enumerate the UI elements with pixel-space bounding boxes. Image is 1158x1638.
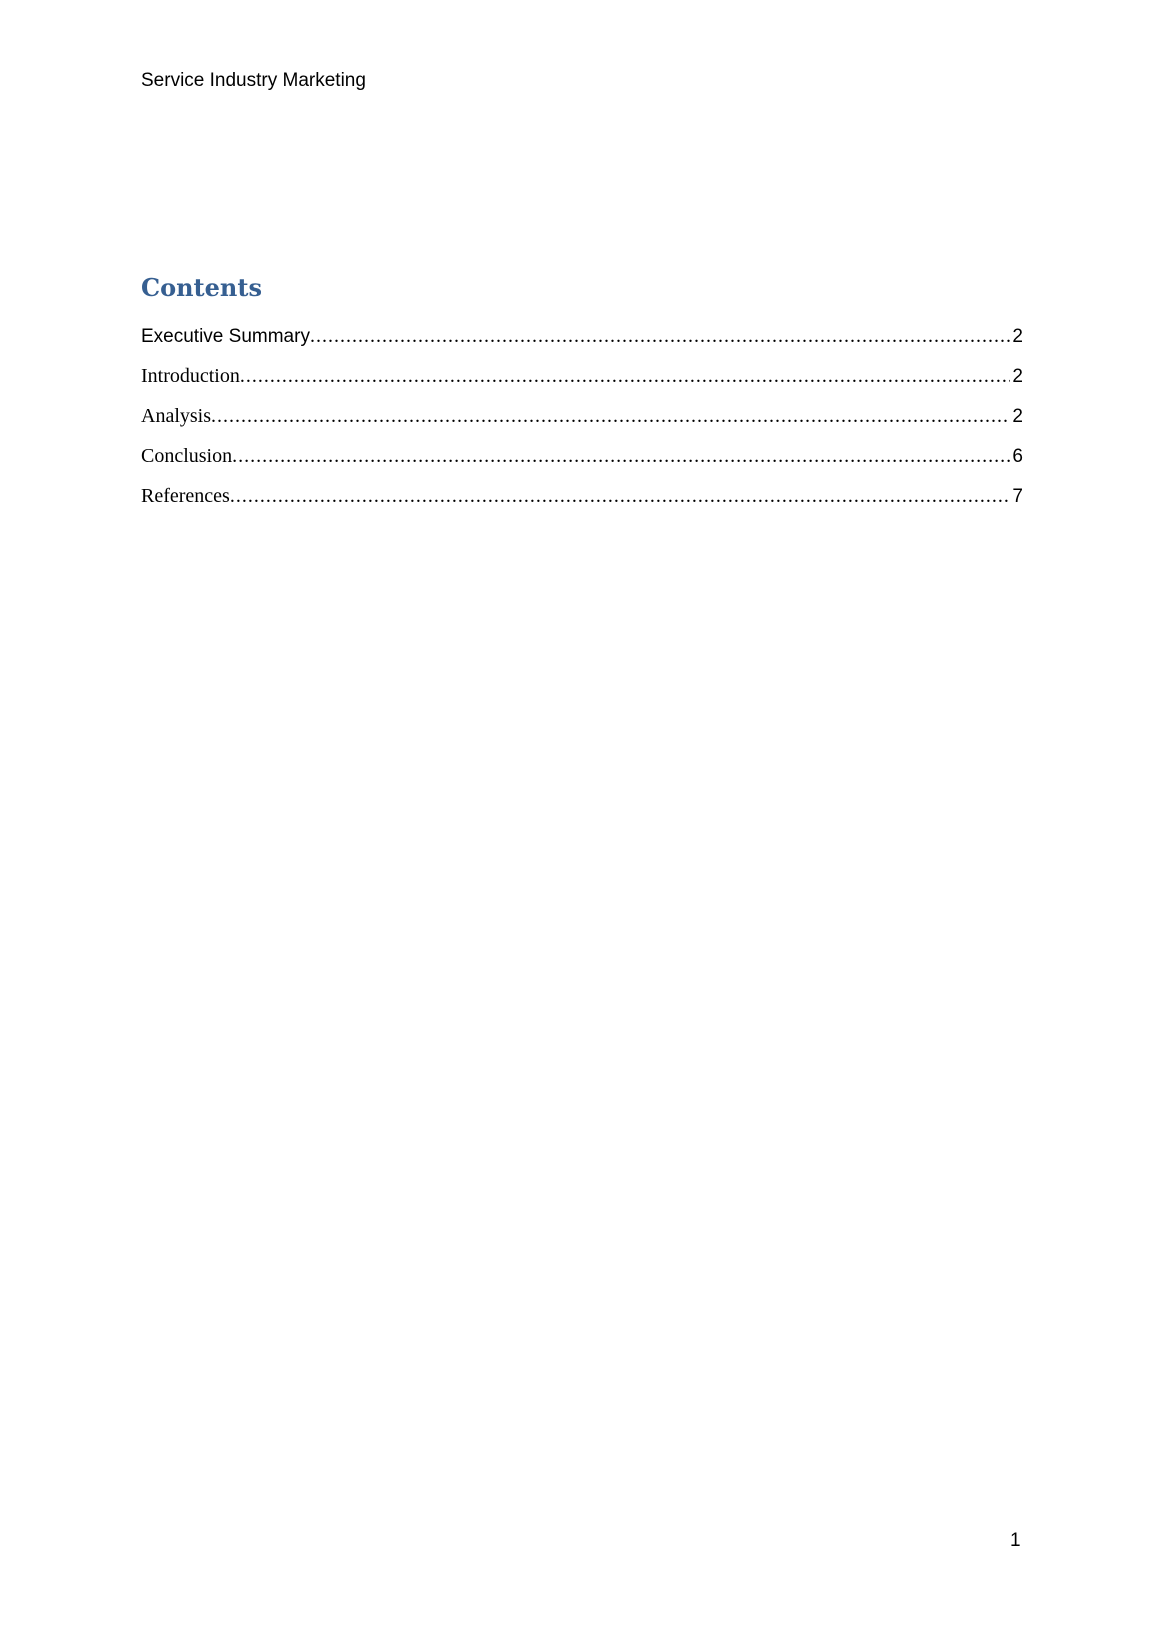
toc-dot-leader (310, 322, 1010, 350)
toc-entry-label: References (141, 485, 230, 507)
toc-title: Contents (141, 273, 262, 302)
toc-entry-label: Analysis (141, 405, 211, 427)
table-of-contents (141, 322, 1023, 522)
toc-entry-page: 2 (1012, 326, 1023, 347)
toc-entry-label: Executive Summary (141, 326, 310, 347)
toc-entry-page: 6 (1012, 446, 1023, 467)
toc-entry-references[interactable] (141, 482, 1023, 522)
toc-dot-leader (232, 442, 1010, 470)
toc-entry-label: Introduction (141, 365, 240, 387)
page-number: 1 (1010, 1530, 1021, 1551)
toc-dot-leader (211, 402, 1010, 430)
toc-entry-page: 2 (1012, 366, 1023, 387)
toc-entry-page: 7 (1012, 486, 1023, 507)
toc-entry-page: 2 (1012, 406, 1023, 427)
toc-entry-conclusion[interactable] (141, 442, 1023, 482)
toc-entry-introduction[interactable] (141, 362, 1023, 402)
toc-dot-leader (230, 482, 1011, 510)
toc-entry-label: Conclusion (141, 445, 233, 467)
toc-dot-leader (240, 362, 1011, 390)
running-header: Service Industry Marketing (141, 70, 366, 91)
toc-entry-executive-summary[interactable] (141, 322, 1023, 362)
toc-entry-analysis[interactable] (141, 402, 1023, 442)
